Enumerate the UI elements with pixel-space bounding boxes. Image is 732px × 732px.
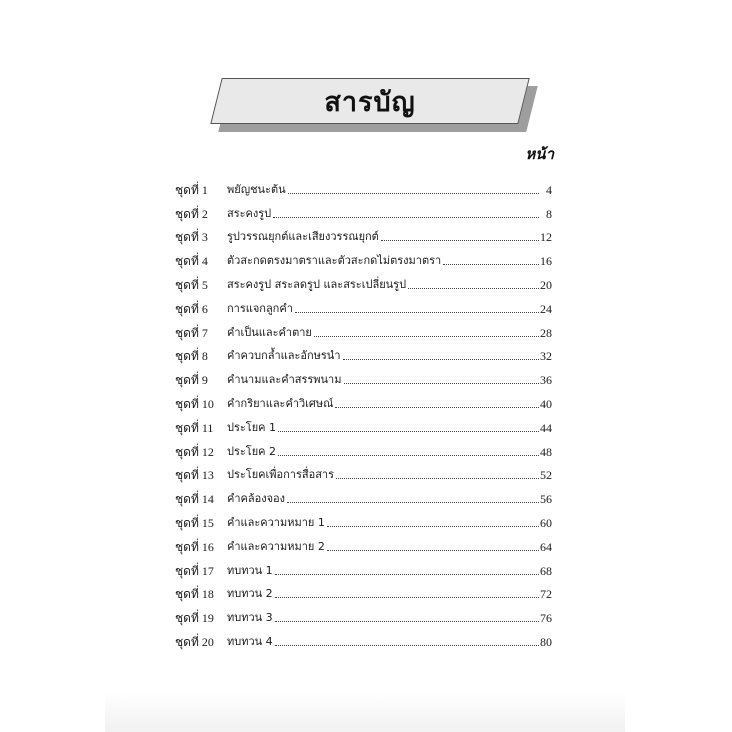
- toc-entry-set-number: ชุดที่ 20: [175, 634, 214, 649]
- toc-entry-title: ตัวสะกดตรงมาตราและตัวสะกดไม่ตรงมาตรา: [227, 254, 442, 268]
- toc-entry-page-number: 32: [540, 349, 552, 364]
- toc-entry-set-number: ชุดที่ 6: [175, 301, 208, 316]
- toc-entry-set-number: ชุดที่ 5: [175, 277, 208, 292]
- toc-entry-page-number: 8: [546, 206, 552, 221]
- toc-dot-leader: [278, 430, 539, 432]
- toc-entry: [175, 197, 552, 221]
- toc-entry: [175, 554, 552, 578]
- toc-dot-leader: [344, 382, 540, 384]
- toc-dot-leader: [275, 573, 539, 575]
- toc-entry-title: ทบทวน 4: [227, 634, 273, 648]
- toc-dot-leader: [273, 216, 539, 218]
- toc-dot-leader: [381, 239, 539, 241]
- toc-dot-leader: [335, 406, 539, 408]
- toc-entry-page-number: 56: [540, 492, 552, 507]
- toc-entry: [175, 530, 552, 554]
- toc-entry-set-number: ชุดที่ 3: [175, 230, 208, 245]
- toc-entry-set-number: ชุดที่ 2: [175, 206, 208, 221]
- toc-entry-set-number: ชุดที่ 15: [175, 515, 214, 530]
- toc-entry-title: ทบทวน 2: [227, 587, 273, 601]
- toc-entry: [175, 292, 552, 316]
- toc-entry: [175, 363, 552, 387]
- page-column-label: หน้า: [525, 145, 554, 163]
- toc-dot-leader: [278, 454, 539, 456]
- toc-dot-leader: [408, 287, 539, 289]
- toc-entry-title: คำควบกล้ำและอักษรนำ: [227, 349, 341, 363]
- toc-entry-set-number: ชุดที่ 12: [175, 444, 214, 459]
- toc-entry-page-number: 64: [540, 539, 552, 554]
- table-of-contents: [175, 173, 552, 649]
- toc-entry-page-number: 68: [540, 563, 552, 578]
- toc-entry: [175, 244, 552, 268]
- page-title: สารบัญ: [324, 86, 416, 118]
- toc-entry-page-number: 36: [540, 373, 552, 388]
- toc-entry-set-number: ชุดที่ 14: [175, 492, 214, 507]
- toc-entry-set-number: ชุดที่ 8: [175, 349, 208, 364]
- toc-entry-title: การแจกลูกคำ: [227, 301, 293, 315]
- toc-dot-leader: [288, 192, 539, 194]
- toc-entry: [175, 459, 552, 483]
- toc-entry-title: คำและความหมาย 1: [227, 515, 325, 529]
- toc-entry-title: คำกริยาและคำวิเศษณ์: [227, 396, 334, 410]
- toc-dot-leader: [295, 311, 539, 313]
- toc-entry-title: คำคล้องจอง: [227, 492, 286, 506]
- toc-entry-page-number: 72: [540, 587, 552, 602]
- toc-entry-title: ประโยค 1: [227, 420, 277, 434]
- toc-entry-set-number: ชุดที่ 7: [175, 325, 208, 340]
- toc-entry: [175, 435, 552, 459]
- toc-entry-page-number: 52: [540, 468, 552, 483]
- toc-entry: [175, 411, 552, 435]
- toc-entry-page-number: 12: [540, 230, 552, 245]
- toc-entry-set-number: ชุดที่ 19: [175, 611, 214, 626]
- toc-entry-title: สระคงรูป: [227, 206, 272, 220]
- toc-entry-page-number: 80: [540, 634, 552, 649]
- toc-entry: [175, 316, 552, 340]
- toc-entry-page-number: 44: [540, 420, 552, 435]
- toc-entry-page-number: 40: [540, 396, 552, 411]
- toc-entry-page-number: 28: [540, 325, 552, 340]
- toc-entry-set-number: ชุดที่ 17: [175, 563, 214, 578]
- toc-entry-page-number: 4: [546, 182, 552, 197]
- toc-entry-title: คำนามและคำสรรพนาม: [227, 373, 342, 387]
- toc-dot-leader: [327, 525, 539, 527]
- toc-entry: [175, 173, 552, 197]
- toc-entry-title: ทบทวน 3: [227, 611, 273, 625]
- toc-dot-leader: [336, 477, 539, 479]
- toc-dot-leader: [275, 644, 539, 646]
- toc-dot-leader: [314, 335, 539, 337]
- toc-entry: [175, 221, 552, 245]
- toc-entry: [175, 482, 552, 506]
- toc-entry-page-number: 16: [540, 254, 552, 269]
- toc-entry-title: สระคงรูป สระลดรูป และสระเปลี่ยนรูป: [227, 277, 407, 291]
- toc-entry: [175, 625, 552, 649]
- toc-entry-set-number: ชุดที่ 16: [175, 539, 214, 554]
- toc-dot-leader: [343, 358, 540, 360]
- page-bottom-shadow: [105, 692, 625, 732]
- toc-entry-page-number: 76: [540, 611, 552, 626]
- toc-dot-leader: [327, 549, 539, 551]
- toc-entry: [175, 506, 552, 530]
- toc-dot-leader: [443, 263, 539, 265]
- toc-entry-title: พยัญชนะต้น: [227, 182, 286, 196]
- toc-entry-title: รูปวรรณยุกต์และเสียงวรรณยุกต์: [227, 230, 379, 244]
- toc-entry: [175, 268, 552, 292]
- toc-entry-title: คำและความหมาย 2: [227, 539, 325, 553]
- toc-entry-set-number: ชุดที่ 11: [175, 420, 214, 435]
- toc-entry-set-number: ชุดที่ 9: [175, 373, 208, 388]
- toc-entry-page-number: 48: [540, 444, 552, 459]
- toc-entry-set-number: ชุดที่ 1: [175, 182, 208, 197]
- toc-dot-leader: [287, 501, 539, 503]
- toc-dot-leader: [275, 596, 539, 598]
- toc-entry-set-number: ชุดที่ 4: [175, 254, 208, 269]
- toc-entry: [175, 340, 552, 364]
- toc-entry-set-number: ชุดที่ 13: [175, 468, 214, 483]
- toc-entry: [175, 601, 552, 625]
- toc-entry: [175, 387, 552, 411]
- toc-entry-title: ประโยคเพื่อการสื่อสาร: [227, 468, 334, 482]
- toc-entry-set-number: ชุดที่ 18: [175, 587, 214, 602]
- toc-entry-title: ทบทวน 1: [227, 563, 273, 577]
- toc-entry-title: ประโยค 2: [227, 444, 277, 458]
- toc-dot-leader: [275, 620, 539, 622]
- toc-entry: [175, 578, 552, 602]
- toc-entry-page-number: 20: [540, 277, 552, 292]
- toc-entry-page-number: 24: [540, 301, 552, 316]
- toc-entry-title: คำเป็นและคำตาย: [227, 325, 312, 339]
- toc-entry-page-number: 60: [540, 515, 552, 530]
- toc-entry-set-number: ชุดที่ 10: [175, 396, 214, 411]
